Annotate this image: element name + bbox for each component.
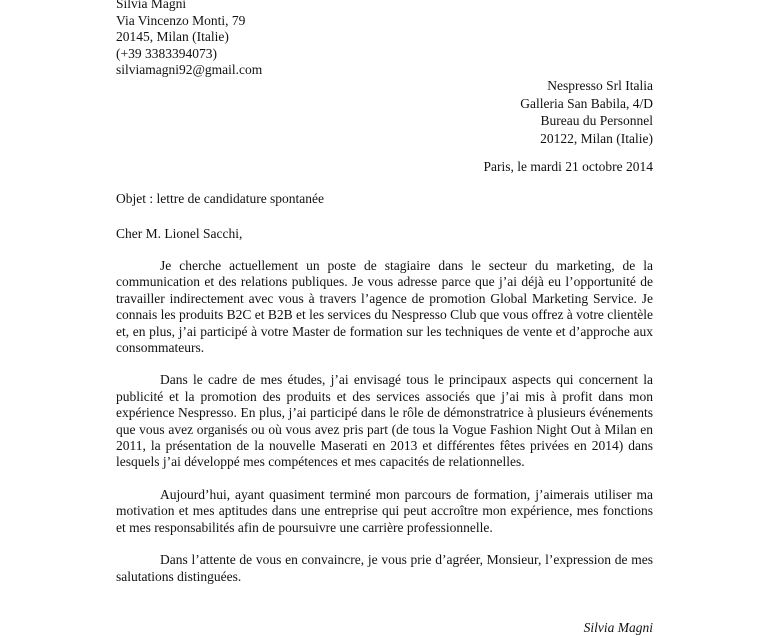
sender-street: Via Vincenzo Monti, 79 [116, 12, 246, 28]
letter-body [116, 258, 653, 601]
recipient-city: 20122, Milan (Italie) [540, 130, 653, 146]
body-paragraph-3: Aujourd’hui, ayant quasiment terminé mon parcours de formation, j’aimerais utiliser ma motivation et mes aptitudes dans une entreprise qui peut accroître mon expérience, mes fonctions et mes responsabilités afin de poursuivre une carrière professionnelle. [116, 486, 653, 535]
letter-salutation: Cher M. Lionel Sacchi, [116, 226, 243, 241]
letter-date: Paris, le mardi 21 octobre 2014 [483, 159, 653, 174]
sender-block [116, 0, 262, 79]
signature: Silvia Magni [583, 620, 653, 635]
letter-subject: Objet : lettre de candidature spontanée [116, 191, 325, 206]
recipient-block [520, 77, 653, 147]
sender-email: silviamagni92@gmail.com [116, 62, 263, 77]
body-paragraph-2: Dans le cadre de mes études, j’ai envisagé tous le principaux aspects qui concernent la publicité et la promotion des produits et des services associés que j’ai mis à profit dans mon expérience Nespresso. En plus, j’ai participé dans le rôle de démonstratrice à plusieurs événements que vous avez organisés ou où vous avez pris part (de tous la Vogue Fashion Night Out à Milan en 2011, la présentation de la nouvelle Maserati en 2013 et différentes fêtes privées en 2014) dans lesquels j’ai développé mes compétences et mes capacités de relationnelles. [116, 372, 653, 470]
body-paragraph-4: Dans l’attente de vous en convaincre, je vous prie d’agréer, Monsieur, l’expression de mes salutations distinguées. [116, 552, 653, 584]
recipient-address: Galleria San Babila, 4/D [520, 95, 653, 111]
recipient-department: Bureau du Personnel [540, 113, 653, 128]
sender-city: 20145, Milan (Italie) [116, 29, 229, 44]
sender-phone: (+39 3383394073) [116, 45, 217, 61]
sender-name: Silvia Magni [116, 0, 187, 11]
body-paragraph-1: Je cherche actuellement un poste de stagiaire dans le secteur du marketing, de la communication et des relations publiques. Je vous adresse parce que j’ai déjà eu l’opportunité de travailler indirectement avec vous à travers l’agence de promotion Global Marketing Service. Je connais les produits B2C et B2B et les services du Nespresso Club que vous offrez à votre clientèle et, en plus, j’ai participé à votre Master de formation sur les techniques de vente et d’approche aux consommateurs. [116, 258, 654, 356]
recipient-company: Nespresso Srl Italia [547, 78, 653, 93]
